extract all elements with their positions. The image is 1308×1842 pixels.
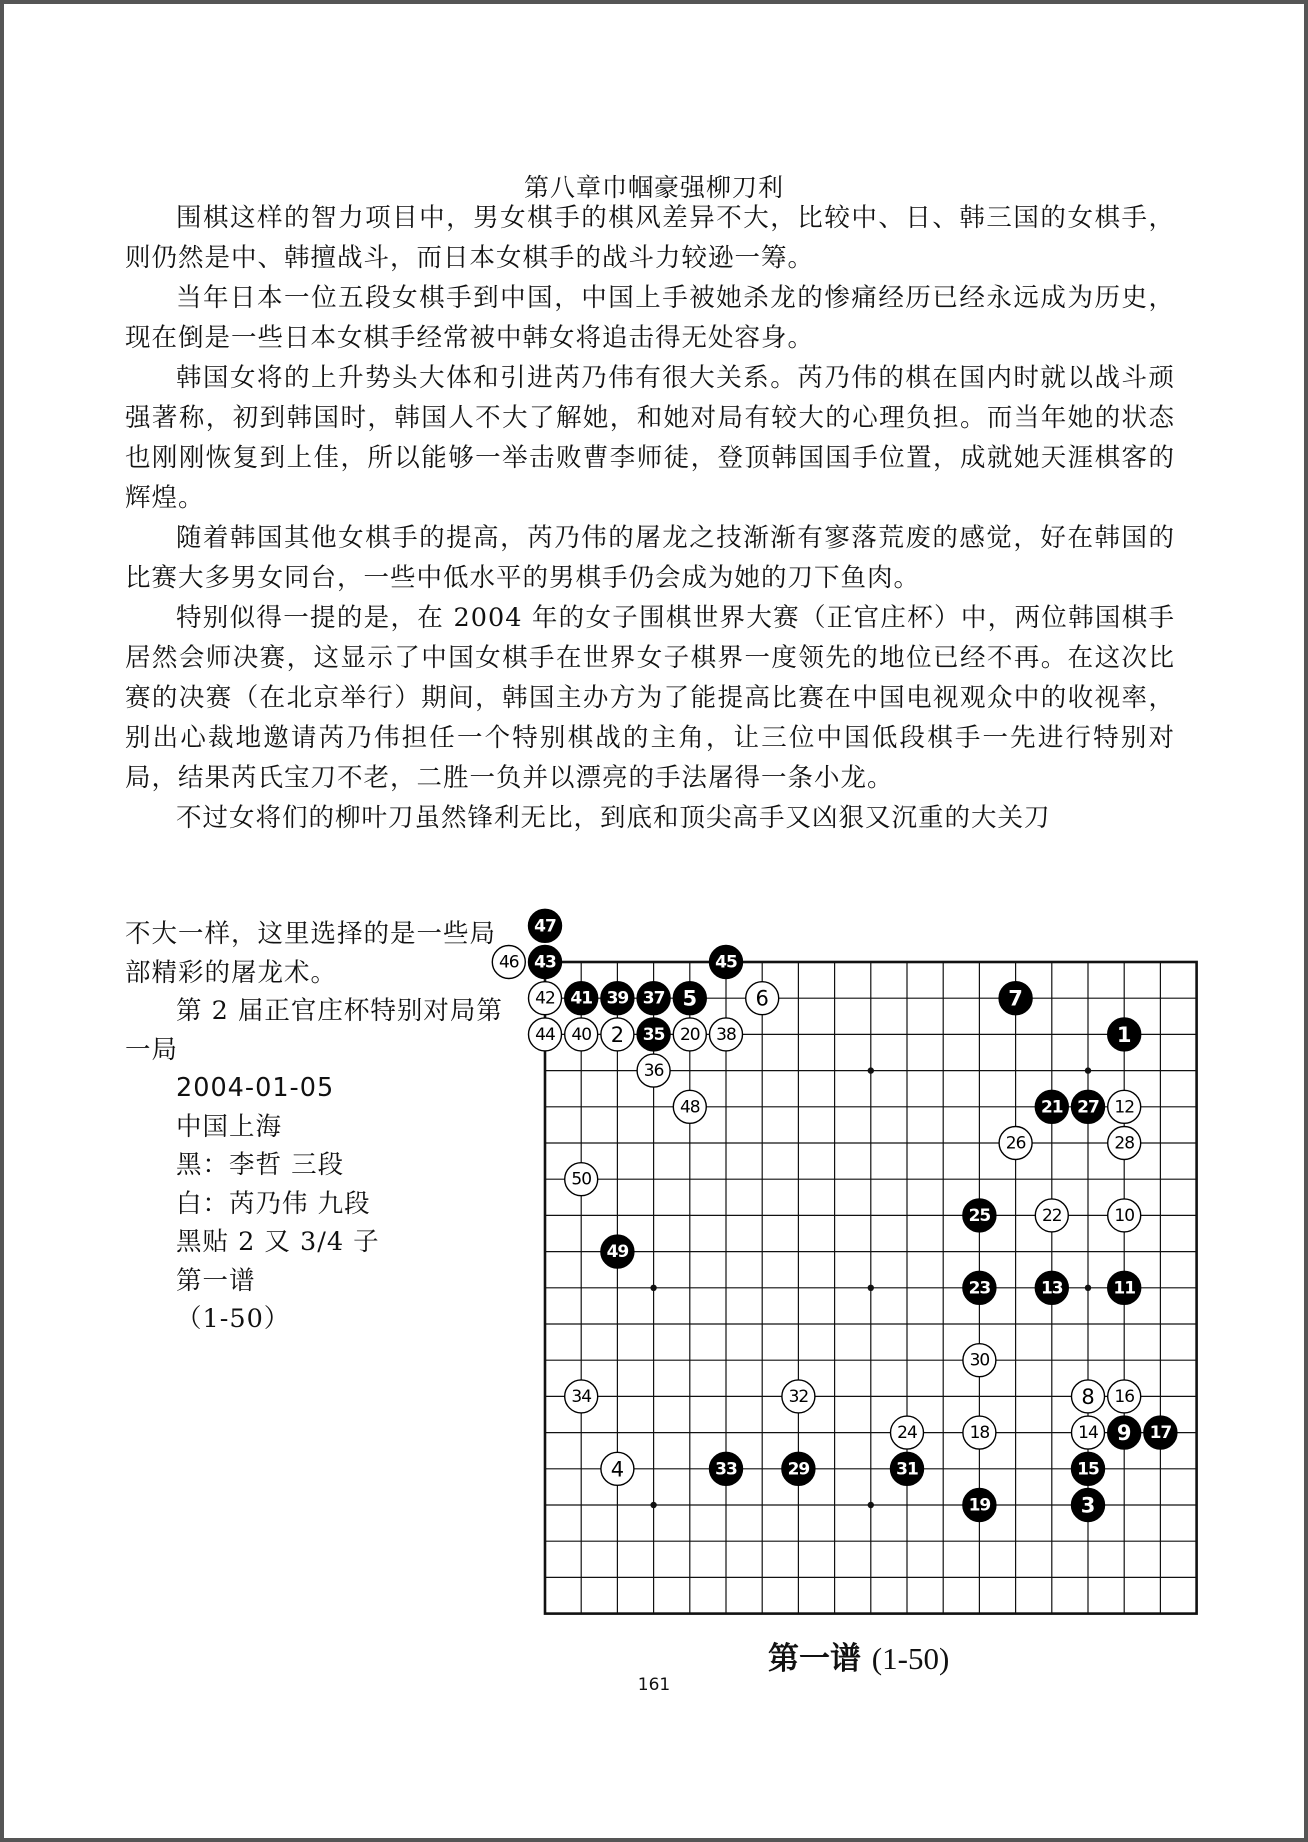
move-number: 31: [896, 1459, 918, 1480]
white-player: 白：芮乃伟 九段: [176, 1188, 371, 1219]
game-place: 中国上海: [176, 1111, 283, 1142]
move-number: 37: [642, 988, 665, 1009]
paragraph: 韩国女将的上升势头大体和引进芮乃伟有很大关系。芮乃伟的棋在国内时就以战斗顽强著称，初到韩国时，韩国人不大了解她，和她对局有较大的心理负担。而当年她的状态也刚刚恢复到上佳，所以能够一举击败曹李师徒，登顶韩国国手位置，成就她天涯棋客的辉煌。: [125, 363, 1175, 513]
move-number: 47: [534, 916, 556, 937]
star-point: [650, 1285, 656, 1291]
move-number: 33: [715, 1459, 737, 1480]
move-number: 27: [1077, 1097, 1099, 1118]
paragraph-continuation: 不大一样，这里选择的是一些局部精彩的屠龙术。: [125, 919, 497, 988]
move-number: 24: [897, 1423, 917, 1444]
komi: 黑贴 2 又 3/4 子: [176, 1227, 380, 1257]
move-number: 8: [1081, 1384, 1095, 1409]
move-range: （1-50）: [176, 1304, 291, 1334]
move-number: 26: [1005, 1133, 1026, 1154]
move-number: 5: [682, 986, 698, 1011]
move-number: 36: [643, 1061, 664, 1082]
move-number: 50: [571, 1169, 592, 1190]
move-number: 25: [968, 1205, 991, 1226]
star-point: [868, 1502, 874, 1508]
move-number: 22: [1041, 1205, 1062, 1226]
move-number: 28: [1114, 1133, 1135, 1154]
move-number: 42: [535, 988, 555, 1009]
event-name: 第 2 届正官庄杯特别对局第一局: [125, 996, 503, 1065]
star-point: [868, 1067, 874, 1073]
move-number: 38: [716, 1024, 736, 1045]
move-number: 23: [968, 1278, 991, 1299]
move-number: 9: [1116, 1421, 1132, 1446]
star-point: [868, 1285, 874, 1291]
move-number: 19: [968, 1495, 991, 1516]
move-number: 29: [787, 1459, 810, 1480]
move-number: 16: [1114, 1386, 1135, 1407]
move-number: 2: [610, 1022, 625, 1047]
star-point: [1085, 1067, 1091, 1073]
move-number: 6: [755, 986, 769, 1011]
move-number: 1: [1116, 1022, 1132, 1047]
move-number: 21: [1040, 1097, 1063, 1118]
move-number: 10: [1114, 1205, 1135, 1226]
paragraph: 随着韩国其他女棋手的提高，芮乃伟的屠龙之技渐渐有寥落荒废的感觉，好在韩国的比赛大多男女同台，一些中低水平的男棋手仍会成为她的刀下鱼肉。: [125, 523, 1175, 593]
chapter-title: 第八章巾帼豪强柳刀利: [523, 173, 784, 202]
star-point: [1085, 1285, 1091, 1291]
move-number: 14: [1078, 1423, 1098, 1444]
record-label: 第一谱: [176, 1265, 256, 1296]
move-number: 30: [969, 1350, 990, 1371]
move-number: 35: [642, 1024, 665, 1045]
move-number: 4: [610, 1457, 625, 1482]
move-number: 40: [571, 1024, 592, 1045]
game-date: 2004-01-05: [176, 1073, 335, 1103]
move-number: 39: [606, 988, 629, 1009]
move-number: 12: [1114, 1097, 1135, 1118]
move-number: 41: [570, 988, 593, 1009]
star-point: [650, 1502, 656, 1508]
move-number: 15: [1077, 1459, 1099, 1480]
paragraph: 特别似得一提的是，在 2004 年的女子围棋世界大赛（正官庄杯）中，两位韩国棋手居然会师决赛，这显示了中国女棋手在世界女子棋界一度领先的地位已经不再。在这次比赛的决赛（在北京举行）期间，韩国主办方为了能提高比赛在中国电视观众中的收视率，别出心裁地邀请芮乃伟担任一个特别棋战的主角，让三位中国低段棋手一先进行特别对局，结果芮氏宝刀不老，二胜一负并以漂亮的手法屠得一条小龙。: [125, 603, 1175, 793]
paragraph: 当年日本一位五段女棋手到中国，中国上手被她杀龙的惨痛经历已经永远成为历史，现在倒是一些日本女棋手经常被中韩女将追击得无处容身。: [125, 283, 1175, 353]
move-number: 3: [1080, 1493, 1096, 1518]
move-number: 18: [969, 1423, 990, 1444]
paragraph: 不过女将们的柳叶刀虽然锋利无比，到底和顶尖高手又凶狠又沉重的大关刀: [176, 803, 1051, 833]
move-number: 43: [534, 952, 556, 973]
move-number: 44: [535, 1024, 555, 1045]
move-number: 46: [498, 952, 519, 973]
go-board: [498, 916, 1230, 1630]
caption-label: 第一谱: [768, 1641, 861, 1677]
body-text: [125, 198, 1175, 838]
diagram-caption: [768, 1633, 949, 1678]
caption-range: (1-50): [871, 1641, 950, 1676]
game-info: [125, 915, 515, 1339]
move-number: 32: [788, 1386, 809, 1407]
move-number: 11: [1113, 1278, 1136, 1299]
paragraph: 围棋这样的智力项目中，男女棋手的棋风差异不大，比较中、日、韩三国的女棋手，则仍然是中、韩擅战斗，而日本女棋手的战斗力较逊一筹。: [125, 203, 1175, 273]
move-number: 49: [606, 1242, 629, 1263]
black-player: 黑：李哲 三段: [176, 1150, 345, 1180]
move-number: 34: [571, 1386, 592, 1407]
move-number: 17: [1149, 1423, 1172, 1444]
move-number: 45: [715, 952, 737, 973]
move-number: 48: [679, 1097, 700, 1118]
move-number: 20: [679, 1024, 700, 1045]
page-number: 161: [637, 1675, 671, 1695]
move-number: 7: [1008, 986, 1023, 1011]
move-number: 13: [1040, 1278, 1063, 1299]
go-board-svg: [498, 916, 1230, 1630]
